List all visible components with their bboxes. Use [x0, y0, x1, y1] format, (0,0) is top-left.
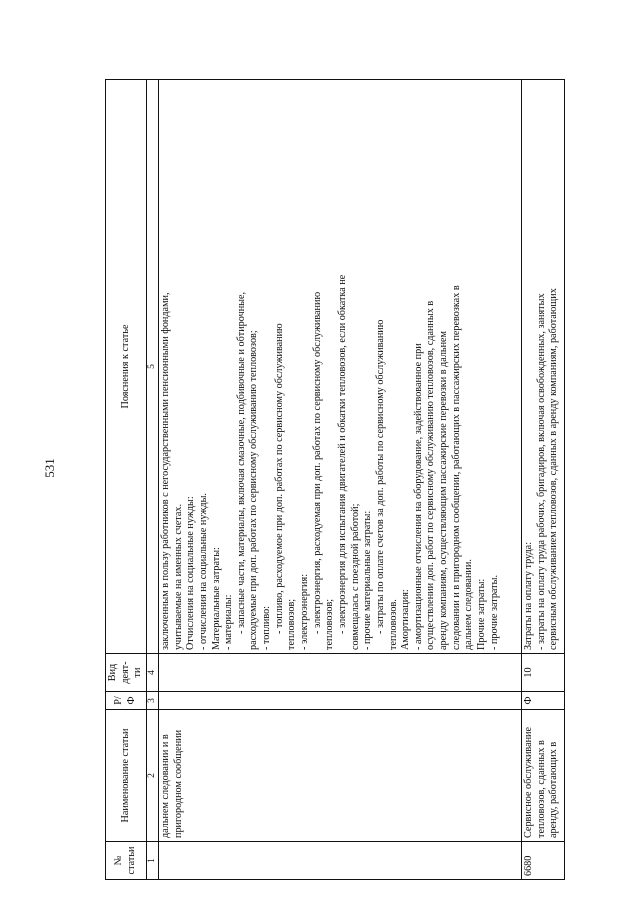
article-name-cell: Сервисное обслуживание тепловозов, сданных в аренду, работающих в — [521, 710, 564, 842]
explanation-line: - топливо: — [261, 605, 273, 650]
column-number: 5 — [146, 80, 158, 654]
page-number: 531 — [42, 458, 57, 478]
articles-table — [105, 79, 565, 880]
explanation-line: - прочие затраты. — [488, 574, 500, 650]
explanation-line: - запасные части, материалы, включая смазочные, подбивочные и обтирочные, — [235, 291, 247, 634]
explanation-line: - электроэнергия для испытания двигателей и обкатки тепловозов, если обкатка не — [336, 274, 348, 634]
explanation-line: тепловозов; — [324, 598, 336, 650]
explanation-line: тепловозов. — [387, 599, 399, 650]
explanation-line: Отчисления на социальные нужды: — [185, 496, 197, 650]
explanation-line: - электроэнергия: — [299, 573, 311, 650]
explanation-line: совмещалась с поездной работой; — [349, 503, 361, 650]
explanation-line: дальнем следовании. — [463, 559, 475, 650]
explanation-line: - амортизационные отчисления на оборудование, задействованное при — [412, 343, 424, 650]
article-no-cell: 6680 — [521, 842, 564, 880]
explanation-line: - топливо, расходуемое при доп. работах по сервисному обслуживанию — [273, 323, 285, 634]
rotated-table-container — [105, 80, 565, 880]
column-number-row — [146, 80, 158, 880]
activity-cell — [158, 654, 521, 692]
rf-cell — [158, 692, 521, 710]
explanation-line: Прочие затраты: — [475, 578, 487, 650]
explanation-line: Амортизация: — [400, 589, 412, 650]
explanation-line: расходуемые при доп. работах по сервисному обслуживанию тепловозов; — [248, 330, 260, 650]
explanation-line: - материалы: — [223, 594, 235, 650]
explanation-line: - отчисления на социальные нужды. — [197, 493, 209, 650]
explanation-line: Затраты на оплату труда: — [522, 541, 534, 650]
explanation-lines — [523, 83, 561, 650]
explanation-line: сервисным обслуживанием тепловозов, сданных в аренду компаниям, работающих — [548, 288, 560, 650]
explanation-line: - электроэнергия, расходуемая при доп. работах по сервисному обслуживанию — [311, 291, 323, 634]
explanation-cell — [521, 80, 564, 654]
explanation-line: следовании и в пригородном сообщении, работающих в пассажирских перевозках в — [450, 285, 462, 650]
activity-cell: 10 — [521, 654, 564, 692]
column-number: 2 — [146, 710, 158, 842]
explanation-lines — [160, 83, 501, 650]
article-no-cell — [158, 842, 521, 880]
explanation-line: Материальные затраты: — [210, 547, 222, 650]
explanation-line: - затраты по оплате счетов за доп. работы по сервисному обслуживанию — [374, 319, 386, 634]
table-row — [158, 80, 521, 880]
explanation-line: - затраты на оплату труда рабочих, бригадиров, включая освобожденных, занятых — [535, 293, 547, 650]
header-rf: Р/ Ф — [106, 692, 147, 710]
explanation-line: - прочие материальные затраты: — [362, 510, 374, 650]
column-number: 4 — [146, 654, 158, 692]
article-name-cell: дальнем следовании и в пригородном сообщении — [158, 710, 521, 842]
header-row — [106, 80, 147, 880]
header-article-no: № статьи — [106, 842, 147, 880]
column-number: 3 — [146, 692, 158, 710]
explanation-line: тепловозов; — [286, 598, 298, 650]
explanation-line: заключенным в пользу работников с негосударственными пенсионными фондами, — [159, 292, 171, 650]
header-explanation: Пояснения к статье — [106, 80, 147, 654]
explanation-line: осуществлении доп. работ по сервисному обслуживанию тепловозов, сданных в — [425, 300, 437, 650]
explanation-line: учитываемые на именных счетах. — [172, 503, 184, 650]
header-activity: Вид деят-ти — [106, 654, 147, 692]
rf-cell: Ф — [521, 692, 564, 710]
explanation-cell — [158, 80, 521, 654]
header-article-name: Наименование статьи — [106, 710, 147, 842]
column-number: 1 — [146, 842, 158, 880]
explanation-line: аренду компаниям, осуществляющим пассажирские перевозки в дальнем — [438, 330, 450, 650]
table-row — [521, 80, 564, 880]
